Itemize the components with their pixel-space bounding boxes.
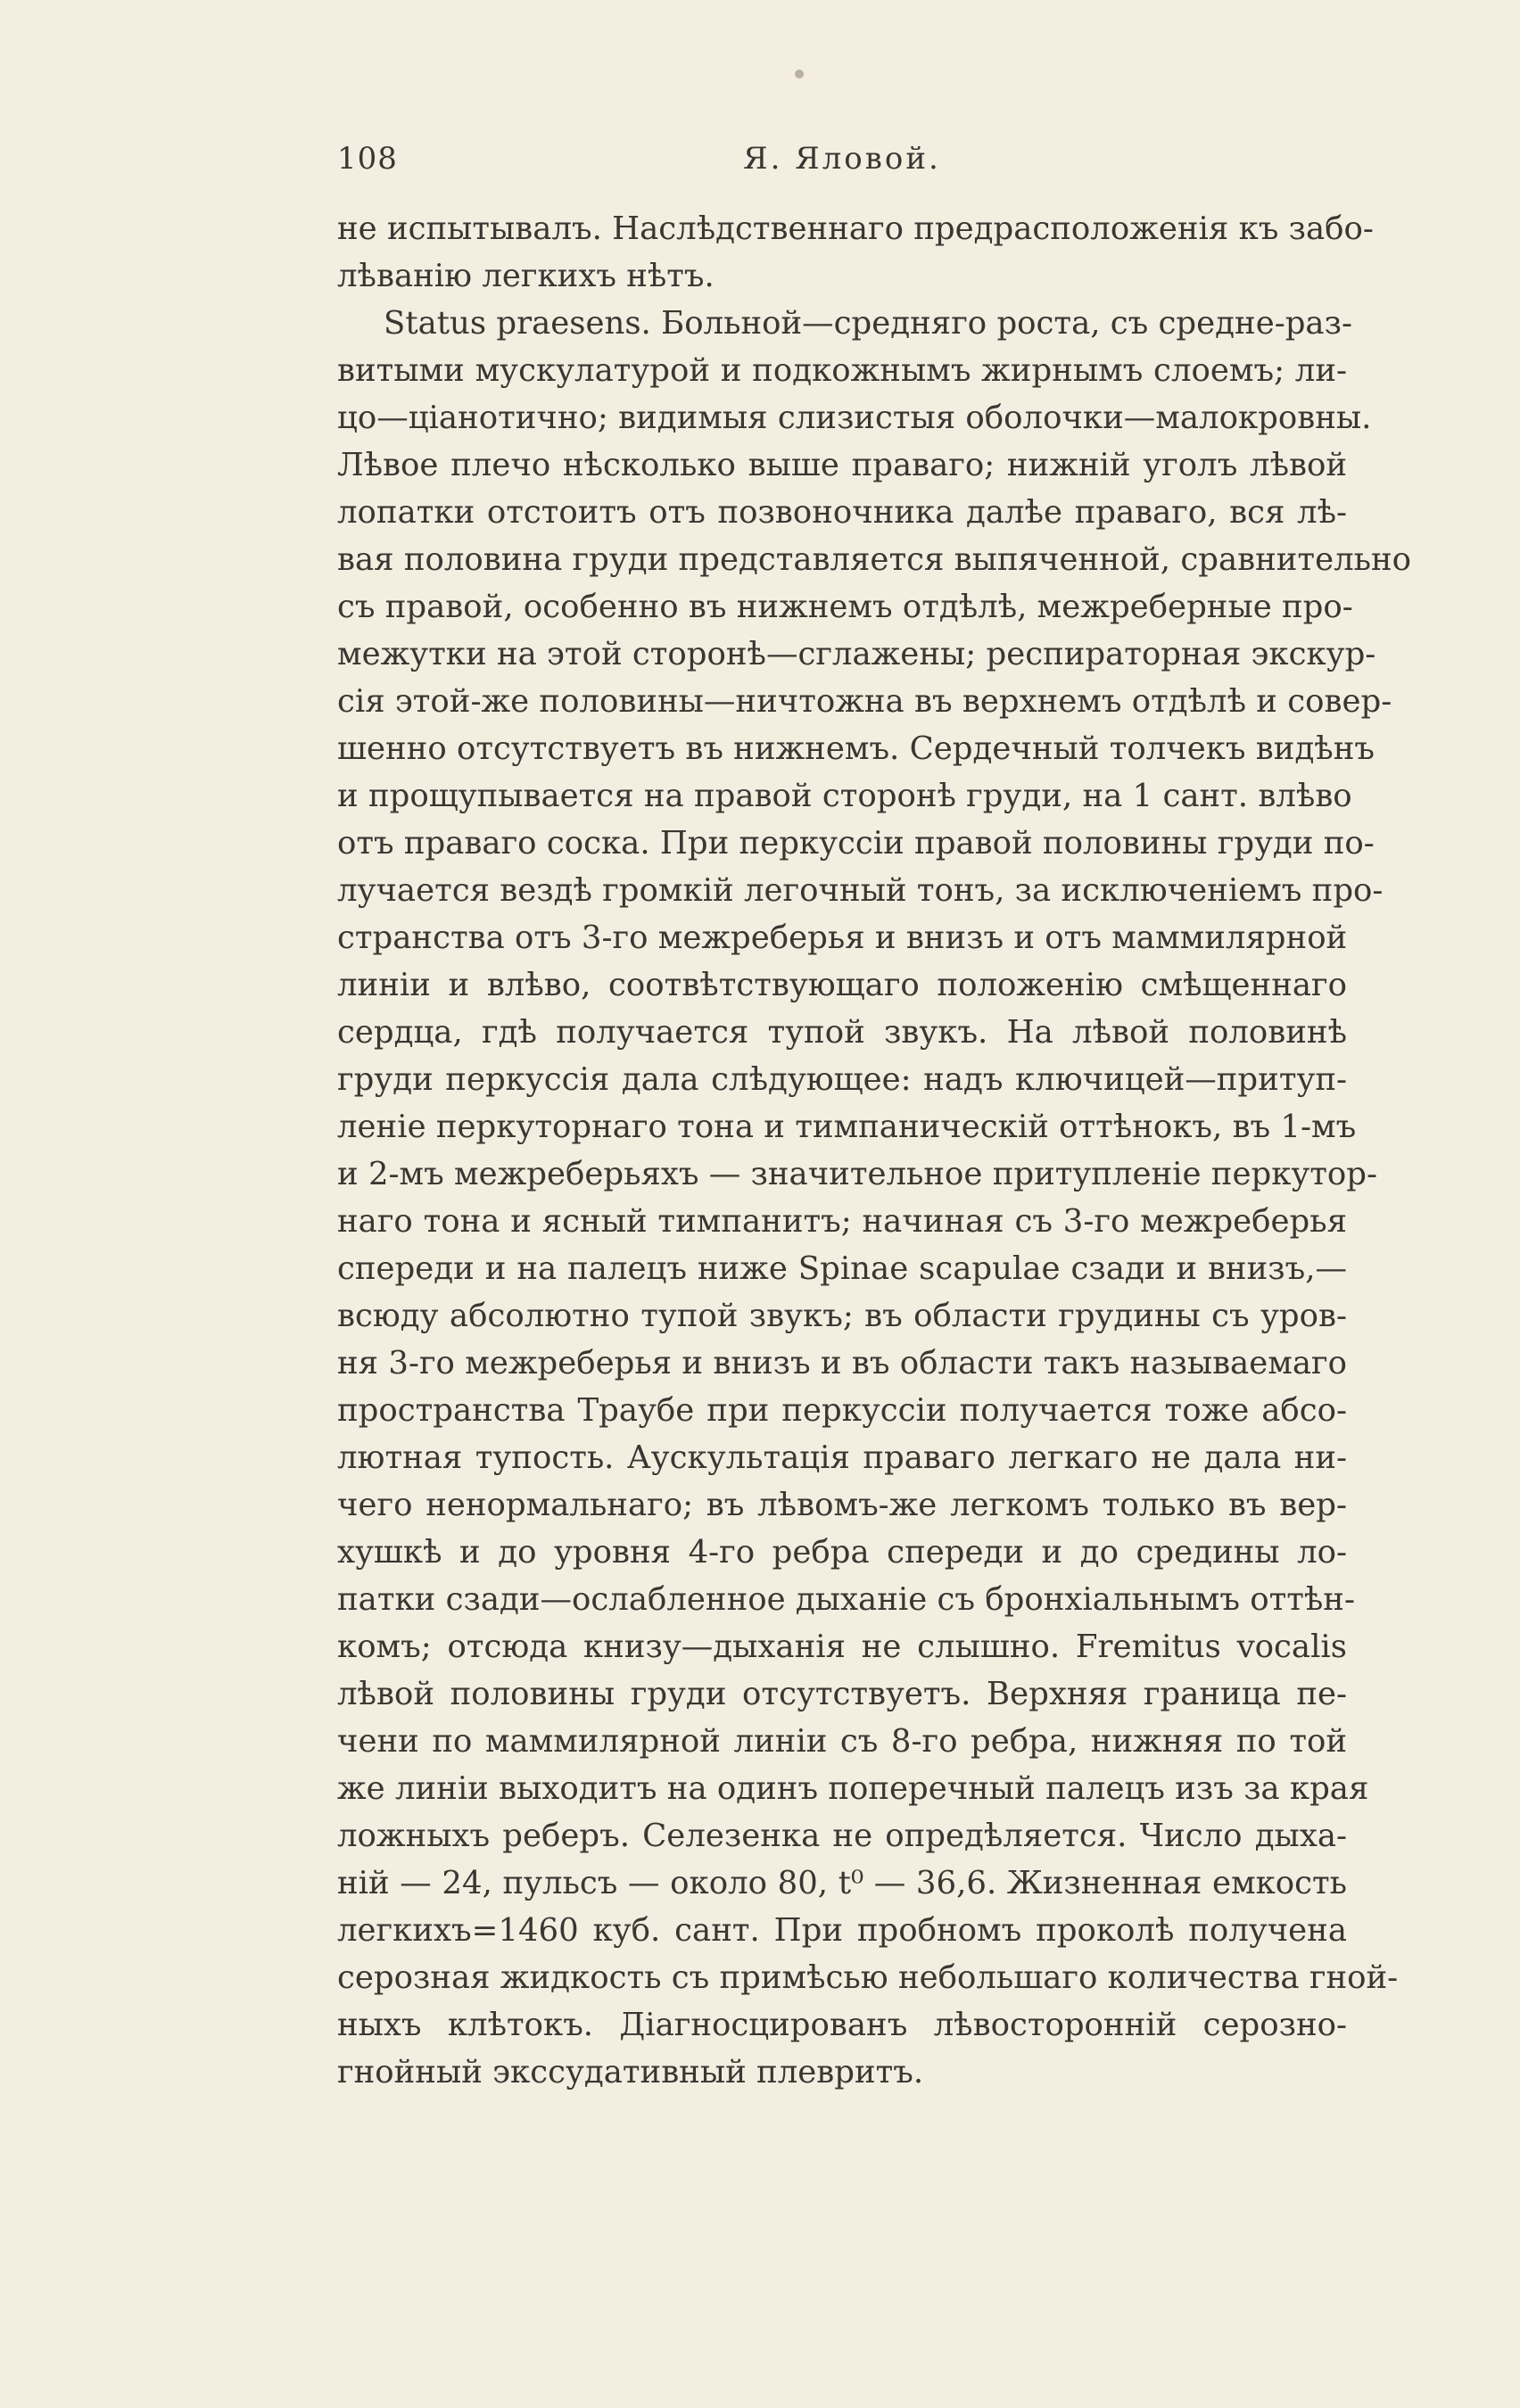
text-line: чего ненормальнаго; въ лѣвомъ-же легкомъ только въ вер- bbox=[337, 1487, 1347, 1523]
text-line: и прощупывается на правой сторонѣ груди, на 1 сант. влѣво bbox=[337, 778, 1352, 814]
page-number: 108 bbox=[337, 141, 398, 177]
text-line: шенно отсутствуетъ въ нижнемъ. Сердечный толчекъ видѣнъ bbox=[337, 730, 1375, 767]
text-line: линіи и влѣво, соотвѣтствующаго положенію смѣщеннаго bbox=[337, 967, 1347, 1003]
text-line: сія этой-же половины—ничтожна въ верхнемъ отдѣлѣ и совер- bbox=[337, 683, 1392, 720]
text-line: лѣвой половины груди отсутствуетъ. Верхняя граница пе- bbox=[337, 1676, 1347, 1712]
text-line: спереди и на палецъ ниже Spinae scapulae сзади и внизъ,— bbox=[337, 1250, 1347, 1287]
text-line: же линіи выходитъ на одинъ поперечный палецъ изъ за края bbox=[337, 1770, 1369, 1807]
text-line: лопатки отстоитъ отъ позвоночника далѣе праваго, вся лѣ- bbox=[337, 494, 1347, 531]
running-head bbox=[337, 141, 1347, 180]
text-line: лучается вездѣ громкій легочный тонъ, за исключеніемъ про- bbox=[337, 872, 1384, 909]
running-title-author: Я. Яловой. bbox=[743, 141, 941, 177]
text-line: наго тона и ясный тимпанитъ; начиная съ 3-го межреберья bbox=[337, 1203, 1347, 1240]
text-line: груди перкуссія дала слѣдующее: надъ ключицей—притуп- bbox=[337, 1061, 1347, 1098]
text-line: легкихъ=1460 куб. сант. При пробномъ проколѣ получена bbox=[337, 1912, 1347, 1949]
text-line: съ правой, особенно въ нижнемъ отдѣлѣ, межреберные про- bbox=[337, 589, 1353, 625]
text-line: вая половина груди представляется выпяченной, сравнительно bbox=[337, 541, 1411, 578]
text-line: Лѣвое плечо нѣсколько выше праваго; нижній уголъ лѣвой bbox=[337, 447, 1347, 483]
text-line: и 2-мъ межреберьяхъ — значительное притупленіе перкутор- bbox=[337, 1156, 1378, 1192]
text-line: всюду абсолютно тупой звукъ; въ области грудины съ уров- bbox=[337, 1298, 1347, 1334]
text-line: комъ; отсюда книзу—дыханія не слышно. Fremitus vocalis bbox=[337, 1629, 1347, 1665]
text-line: пространства Траубе при перкуссіи получается тоже абсо- bbox=[337, 1392, 1347, 1429]
text-line: гнойный экссудативный плевритъ. bbox=[337, 2054, 924, 2091]
text-line: серозная жидкость съ примѣсью небольшаго количества гной- bbox=[337, 1959, 1399, 1996]
text-line: ныхъ клѣтокъ. Діагносцированъ лѣвосторонній серозно- bbox=[337, 2007, 1347, 2043]
text-line: отъ праваго соска. При перкуссіи правой половины груди по- bbox=[337, 825, 1375, 862]
text-line: сердца, гдѣ получается тупой звукъ. На лѣвой половинѣ bbox=[337, 1014, 1347, 1051]
text-line: не испытывалъ. Наслѣдственнаго предрасположенія къ забо- bbox=[337, 210, 1374, 247]
text-line: патки сзади—ослабленное дыханіе съ бронхіальнымъ оттѣн- bbox=[337, 1581, 1355, 1618]
text-line: ня 3-го межреберья и внизъ и въ области такъ называемаго bbox=[337, 1345, 1347, 1381]
text-line: межутки на этой сторонѣ—сглажены; респираторная экскур- bbox=[337, 636, 1376, 672]
text-line: лютная тупость. Аускультація праваго легкаго не дала ни- bbox=[337, 1439, 1347, 1476]
text-line: чени по маммилярной линіи съ 8-го ребра, нижняя по той bbox=[337, 1723, 1347, 1760]
ink-dot bbox=[795, 70, 804, 78]
text-line: хушкѣ и до уровня 4-го ребра спереди и до средины ло- bbox=[337, 1534, 1347, 1571]
body-text bbox=[337, 205, 1411, 2096]
text-line: лѣванію легкихъ нѣтъ. bbox=[337, 258, 715, 294]
text-line: цо—ціанотично; видимыя слизистыя оболочки—малокровны. bbox=[337, 400, 1372, 436]
text-line: ложныхъ реберъ. Селезенка не опредѣляется. Число дыха- bbox=[337, 1818, 1347, 1854]
text-line: витыми мускулатурой и подкожнымъ жирнымъ слоемъ; ли- bbox=[337, 352, 1347, 389]
text-line: странства отъ 3-го межреберья и внизъ и отъ маммилярной bbox=[337, 919, 1348, 956]
text-line: ній — 24, пульсъ — около 80, t⁰ — 36,6. Жизненная емкость bbox=[337, 1865, 1347, 1901]
paragraph-first-line: Status praesens. Больной—средняго роста, съ средне-раз- bbox=[384, 305, 1352, 342]
text-line: леніе перкуторнаго тона и тимпаническій оттѣнокъ, въ 1-мъ bbox=[337, 1109, 1357, 1145]
